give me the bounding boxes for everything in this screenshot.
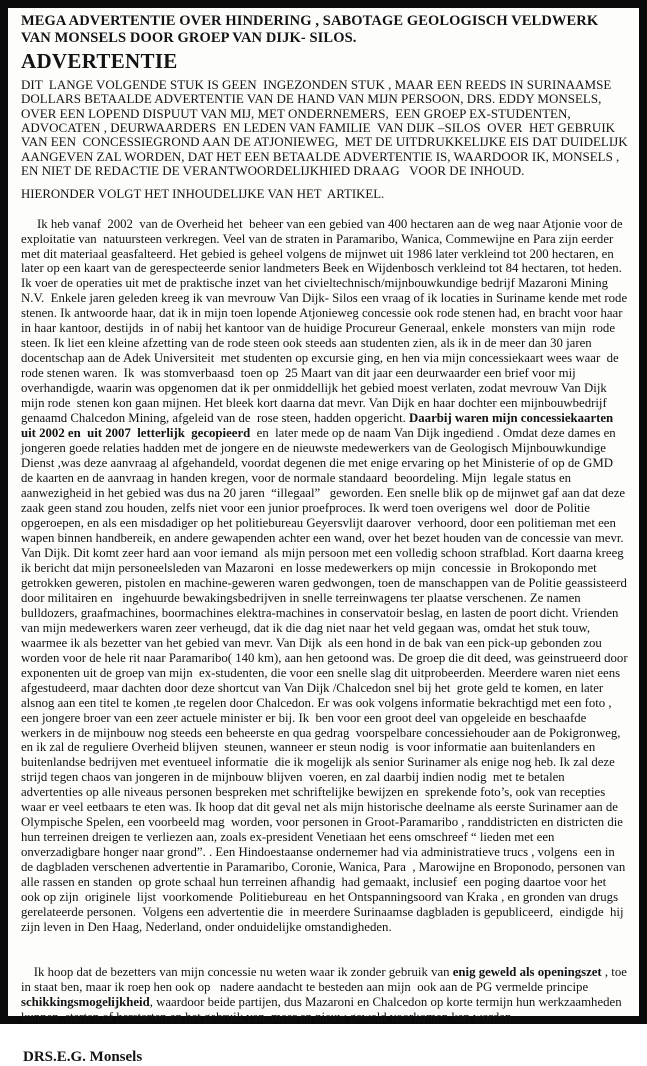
- body-segment: en later mede op de naam Van Dijk ingediend . Omdat deze dames en jongeren goede relaties hadden met de jongere en de nieuwste medewerkers van de Geologisch Mijnbouwkundige Dienst ,was deze aanvraag al afgehandeld, voordat degenen die met enige ervaring op het Ministerie of op de GMD de kaarten en de aanvraag in handen kregen, voor de normale standaard beoordeling. Mijn legale status en aanwezigheid in het gebied was dus na 20 jaren “illegaal” geworden. Een snelle blik op de mijnwet gaf aan dat deze zaak geen stand zou houden, zelfs niet voor een junior proefproces. Ik werd toen overigens wel door de Politie opgeroepen, en als een misdadiger op het politiebureau Geyersvlijt daarover verhoord, door een politieman met een wapen binnen handbereik, en andere gewapenden achter een wand, over het bezet houden van de concessie van mevr. Van Dijk. Dit komt zeer hard aan voor iemand als mijn persoon met een volledig schoon strafblad. Kort daarna kreeg ik bericht dat mijn personeelsleden van Mazaroni en losse medewerkers op mijn concessie in Brokopondo met getrokken geweren, pistolen en machine-geweren waren gedwongen, toen de manschappen van de Politie geassisteerd door militairen en ingehuurde bewakingsbedrijven in snelle terreinwagens ter plaatse verschenen. Ze namen bulldozers, graafmachines, boormachines elektra-machines in conservatoir beslag, en lasten de poort dicht. Vrienden van mijn medewerkers waren zeer verheugd, dat ik die dag niet naar het veld gegaan was, omdat het stuk touw, waarmee ik als bezetter van het gebied van mevr. Van Dijk als een hond in de bak van een pick-up gebonden zou worden voor de hele rit naar Paramaribo( 140 km), aan hen getoond was. De groep die dit deed, was geinstrueerd door exponenten uit de groep van mijn ex-studenten, die voor een snelle slag dit uitprobeerden. Meerdere waren niet eens afgestudeerd, maar dachten door deze shortcut van Van Dijk /Chalcedon snel bij het grote geld te komen, en later alsnog aan een titel te komen ,te regelen door Chalcedon. Er was ook volgens informatie bekrachtigd met een foto , een jongere broer van een zeer actuele minister er bij. Ik ben voor een groot deel van opgeleide en beschaafde werkers in de mijnbouw nog steeds een beheerste en qua gedrag voorspelbare concessiehouder aan de Pokigronweg, en ik zal de reguliere Overheid blijven steunen, wanneer er steun nodig is voor informatie aan buitenlanders en buitenlandse bedrijven met eventueel informatie die ik mogelijk als senior Surinamer als enige nog heb. Ik zal deze strijd tegen chaos van jongeren in de mijnbouw blijven voeren, en zal daarbij indien nodig met te betalen advertenties op alle niveaus personen bespreken met schriftelijke bewijzen en sprekende foto’s, ook van recepties waar er veel eetbaars te eten was. Ik hoop dat dit geval net als mijn historische deelname als eerste Surinamer aan de Olympische Spelen, een voorbeeld mag worden, voor personen in Groot-Paramaribo , randdistricten en districten die hun terreinen dreigen te verliezen aan, zoals ex-president Venetiaan het eens omschreef “ lieden met een onverzadigbare honger naar grond”. . Een Hindoestaanse ondernemer had via administratieve trucs , volgens een in de dagbladen verschenen advertentie in Paramaribo, Coronie, Wanica, Para , Marowijne en Broponodo, personen van alle rassen en standen op grote schaal hun terreinen afhandig had gemaakt, inclusief een poging daartoe voor het ook op zijn originele lijst voorkomende Politiebureau en het Ontspanningsoord van Kraka , en gronden van drugs gerelateerde personen. Volgens een advertentie die in meerdere Surinaamse dagbladen is gepubliceerd, eindigde hij zijn leven in Den Haag, Nederland, onder onduidelijke omstandigheden.: [21, 426, 631, 935]
- section-title: ADVERTENTIE: [21, 48, 178, 73]
- body-segment-bold-copied-maps: Daarbij waren mijn concessiekaarten uit 2002 en uit 2007 letterlijk gecopieerd: [21, 411, 617, 441]
- body-segment-bold-violence: enig geweld als openingszet: [452, 965, 602, 979]
- body-segment: Ik heb vanaf 2002 van de Overheid het beheer van een gebied van 400 hectaren aan de weg naar Atjonie voor de exploitatie van natuursteen verkregen. Veel van de straten in Paramaribo, Wanica, Commewijne en Para zijn eerder met dit materiaal geasfalteerd. Het gebied is geheel volgens de mijnwet uit 1986 later verkleind tot 200 hectaren, en later op een kaart van de gerespecteerde senior landmeters Beek en Wijdenbosch verkleind tot 84 hectaren, tot heden. Ik voer de operaties uit met de praktische inzet van het civieltechnisch/mijnbouwkundige bedrijf Mazaroni Mining N.V. Enkele jaren geleden kreeg ik van mevrouw Van Dijk- Silos een vraag of ik locaties in Suriname kende met rode stenen. Ik antwoorde haar, dat ik in mijn toen lopende Atjonieweg concessie ook rode stenen had, en bracht voor haar in haar kantoor, destijds in of nabij het kantoor van de huidige Procureur Generaal, enkele monsters van mijn rode steen. Ik liet een kleine afzetting van de rode steen ook steeds aan studenten zien, als ik in de meer dan 30 jaren docentschap aan de Adek Universiteit met studenten op excursie ging, en hen via mijn concessiekaart wees waar de rode stenen waren. Ik was stomverbaasd toen op 25 Maart van dit jaar een deurwaarder een brief voor mij overhandigde, waarin was opgenomen dat ik per onmiddellijk het gebied moest verlaten, zodat mevrouw Van Dijk mijn rode stenen kon gaan mijnen. Het bleek kort daarna dat mevr. Van Dijk en haar dochter een mijnbouwbedrijf genaamd Chalcedon Mining, afgeleid van de rose steen, hadden opgericht.: [21, 216, 631, 426]
- article-body-paragraph-2: [21, 950, 631, 1040]
- headline: MEGA ADVERTENTIE OVER HINDERING , SABOTAGE GEOLOGISCH VELDWERK VAN MONSELS DOOR GROEP VAN DIJK- SILOS.: [21, 13, 606, 46]
- body-segment: , toe in staat ben, maar ik roep hen ook op nadere aandacht te besteden aan mijn ook aan de PG vermelde principe: [21, 965, 631, 994]
- intro-paragraph: DIT LANGE VOLGENDE STUK IS GEEN INGEZONDEN STUK , MAAR EEN REEDS IN SURINAAMSE DOLLARS BETAALDE ADVERTENTIE VAN DE HAND VAN MIJN PERSOON, DRS. EDDY MONSELS, OVER EEN LOPEND DISPUUT VAN MIJ, MET ONDERNEMERS, EEN GROEP EX-STUDENTEN, ADVOCATEN , DEURWAARDERS EN LEDEN VAN FAMILIE VAN DIJK –SILOS OVER HET GEBRUIK VAN EEN CONCESSIEGROND AAN DE ATJONIEWEG, MET DE UITDRUKKELIJKE EIS DAT DUIDELIJK AANGEVEN ZAL WORDEN, DAT HET EEN BETAALDE ADVERTENTIE IS, WAARDOOR IK, MONSELS , EN NIET DE REDACTIE DE VERANTWOORDELIJKHIED DRAAG VOOR DE INHOUD.: [21, 76, 634, 179]
- body-segment: , waardoor beide partijen, dus Mazaroni en Chalcedon op korte termijn hun werkzaamheden kunnen starten of herstarten en het gebruik van meer en nieuw geweld voorkomen kan worden.: [21, 994, 625, 1024]
- article-body-paragraph-1: [21, 202, 631, 950]
- body-segment: Ik hoop dat de bezetters van mijn concessie nu weten waar ik zonder gebruik van: [33, 965, 453, 979]
- article-heading: HIERONDER VOLGT HET INHOUDELIJKE VAN HET ARTIKEL.: [21, 186, 385, 201]
- body-segment-bold-settlement: schikkingsmogelijkheid: [21, 994, 150, 1009]
- signature: DRS.E.G. Monsels: [23, 1048, 143, 1065]
